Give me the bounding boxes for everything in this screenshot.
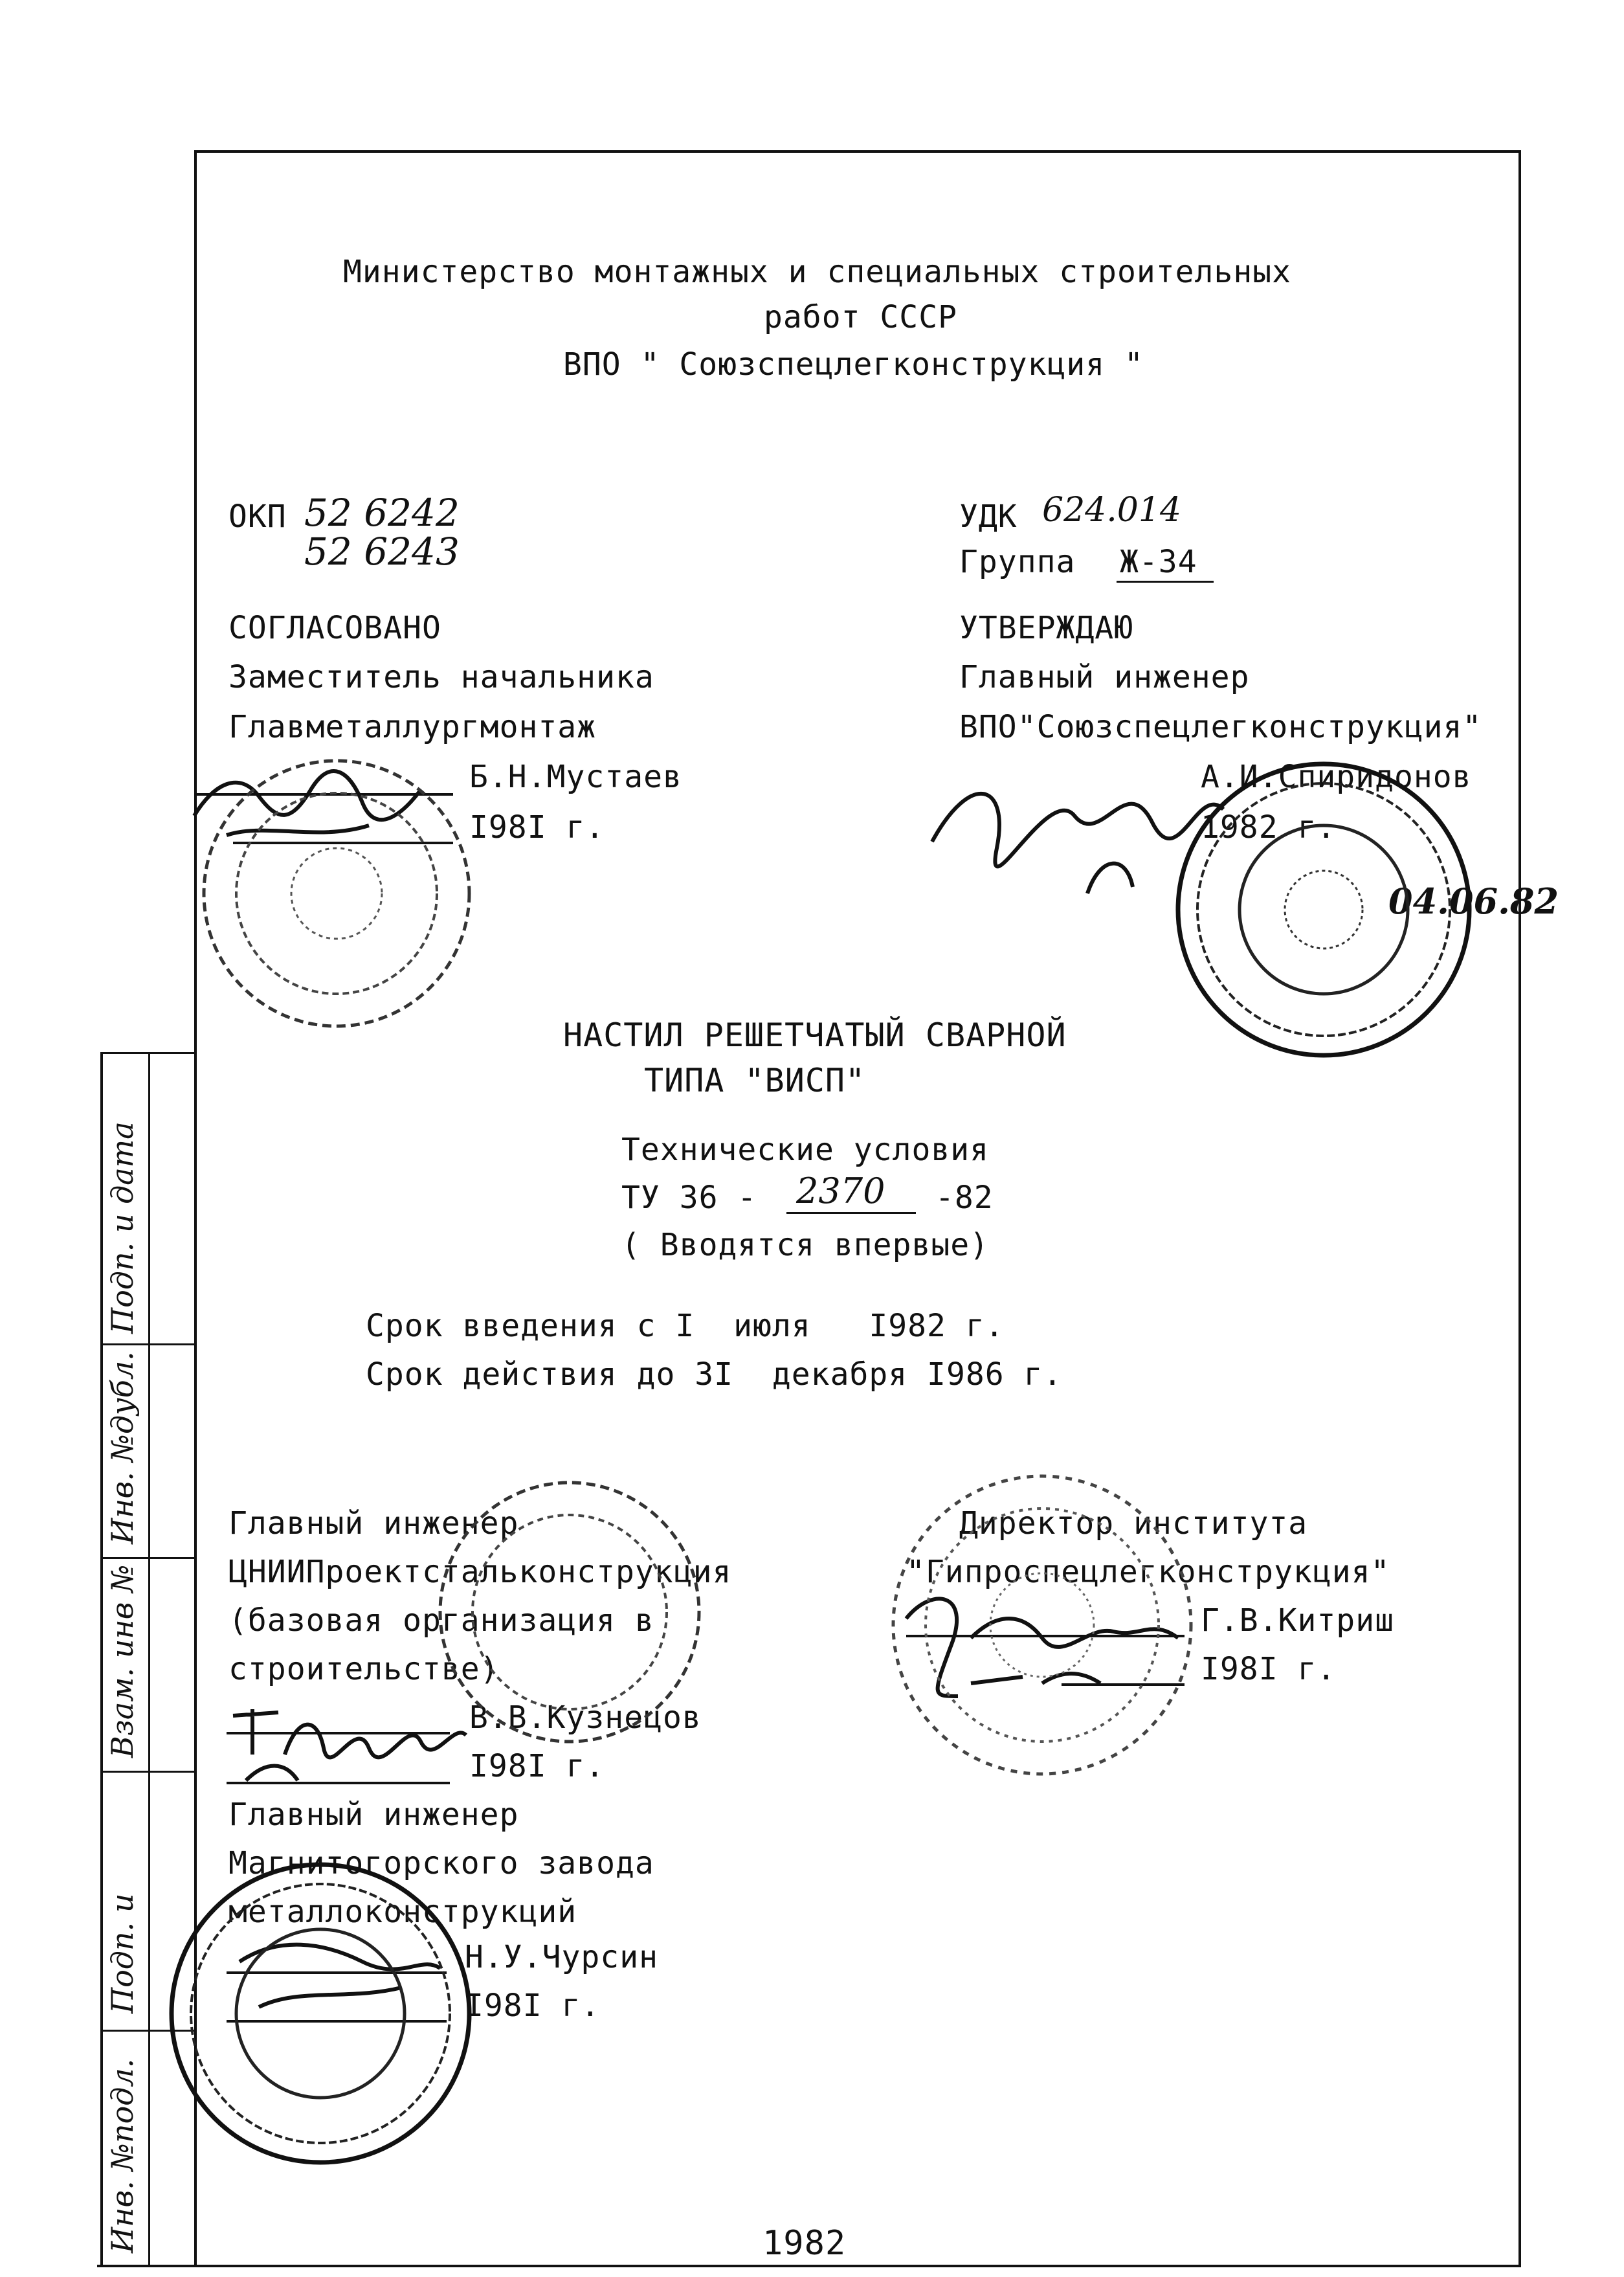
approval-right-date: 04.06.82	[1388, 881, 1559, 922]
sidebar-cell-inv-dubl: Инв. №дубл.	[105, 1351, 140, 1544]
group-underline	[1117, 581, 1214, 583]
signoff-left1-line-3: (базовая организация в	[228, 1602, 654, 1639]
okp-label: ОКП	[228, 499, 287, 535]
signoff-left2-year: I98I г.	[465, 1988, 601, 2024]
signoff-left2-name: Н.У.Чурсин	[465, 1939, 658, 1975]
ministry-line-1: Министерство монтажных и специальных строительных	[343, 254, 1292, 290]
signoff-right-line-1: Директор института	[959, 1505, 1308, 1542]
sidebar-cell-vzam-inv: Взам. инв №	[105, 1564, 140, 1758]
group-value: Ж-34	[1120, 544, 1197, 580]
approval-left-position-2: Главметаллургмонтаж	[228, 709, 597, 745]
signoff-left2-line-1: Главный инженер	[228, 1797, 519, 1833]
approval-right-heading: УТВЕРЖДАЮ	[959, 610, 1134, 646]
spec-tu-number: 2370	[796, 1171, 885, 1211]
signoff-left1-line-4: строительстве)	[228, 1651, 500, 1687]
seal-left-signoff-2	[165, 1858, 476, 2169]
signoff-left1-line-1: Главный инженер	[228, 1505, 519, 1542]
frame-right	[1518, 150, 1521, 2267]
approval-left-heading: СОГЛАСОВАНО	[228, 610, 441, 646]
term-intro: Срок введения с I июля I982 г.	[366, 1308, 1005, 1344]
udk-value: 624.014	[1042, 491, 1182, 530]
signoff-right-year: I98I г.	[1201, 1651, 1337, 1687]
signoff-left2-line-2: Магнитогорского завода	[228, 1845, 654, 1881]
spec-tu-prefix: ТУ 36 -	[621, 1180, 757, 1216]
approval-right-position-2: ВПО"Союзспецлегконструкция"	[959, 709, 1482, 745]
spec-label: Технические условия	[621, 1132, 990, 1168]
approval-left-position-1: Заместитель начальника	[228, 659, 654, 695]
approval-right-position-1: Главный инженер	[959, 659, 1250, 695]
seal-right-approval	[1172, 757, 1476, 1062]
footer-year: 1982	[762, 2224, 847, 2263]
signoff-left2-line-3: металлоконструкций	[228, 1894, 577, 1930]
seal-left-signoff-1	[434, 1476, 706, 1748]
spec-tu-suffix: -82	[935, 1180, 994, 1216]
term-validity: Срок действия до 3I декабря I986 г.	[366, 1356, 1063, 1393]
approval-right-name: А.И.Спиридонов	[1201, 759, 1472, 795]
frame-top	[194, 150, 1521, 153]
udk-label: УДК	[959, 499, 1018, 535]
spec-note: ( Вводятся впервые)	[621, 1227, 990, 1263]
okp-value-1: 52 6242	[304, 491, 460, 535]
doc-title-line-2: ТИПА "ВИСП"	[644, 1062, 866, 1099]
group-label: Группа	[959, 544, 1076, 580]
seal-left-approval	[197, 754, 476, 1033]
org-line: ВПО " Союзспецлегконструкция "	[563, 346, 1144, 383]
sidebar-cell-podp-data: Подп. и дата	[105, 1121, 140, 1334]
sidebar-cell-inv-podl: Инв. №подл.	[105, 2058, 140, 2253]
approval-right-year: 1982 г.	[1201, 809, 1337, 846]
signoff-right-line-2: "Гипроспецлегконструкция"	[906, 1554, 1390, 1590]
approval-left-year: I98I г.	[469, 809, 605, 846]
signoff-left1-line-2: ЦНИИПроектстальконструкция	[228, 1554, 732, 1590]
signoff-right-name: Г.В.Китриш	[1201, 1602, 1394, 1639]
okp-value-2: 52 6243	[304, 530, 460, 574]
ministry-line-2: работ СССР	[764, 299, 957, 335]
seal-right-signoff	[887, 1470, 1197, 1780]
sidebar-cell-podp: Подп. и	[105, 1893, 140, 2013]
signoff-left1-name: В.В.Кузнецов	[469, 1699, 702, 1736]
approval-left-name: Б.Н.Мустаев	[469, 759, 682, 795]
spec-number-underline	[786, 1212, 916, 1214]
doc-title-line-1: НАСТИЛ РЕШЕТЧАТЫЙ СВАРНОЙ	[563, 1016, 1067, 1054]
signoff-left1-year: I98I г.	[469, 1748, 605, 1784]
frame-bottom	[97, 2265, 1521, 2267]
